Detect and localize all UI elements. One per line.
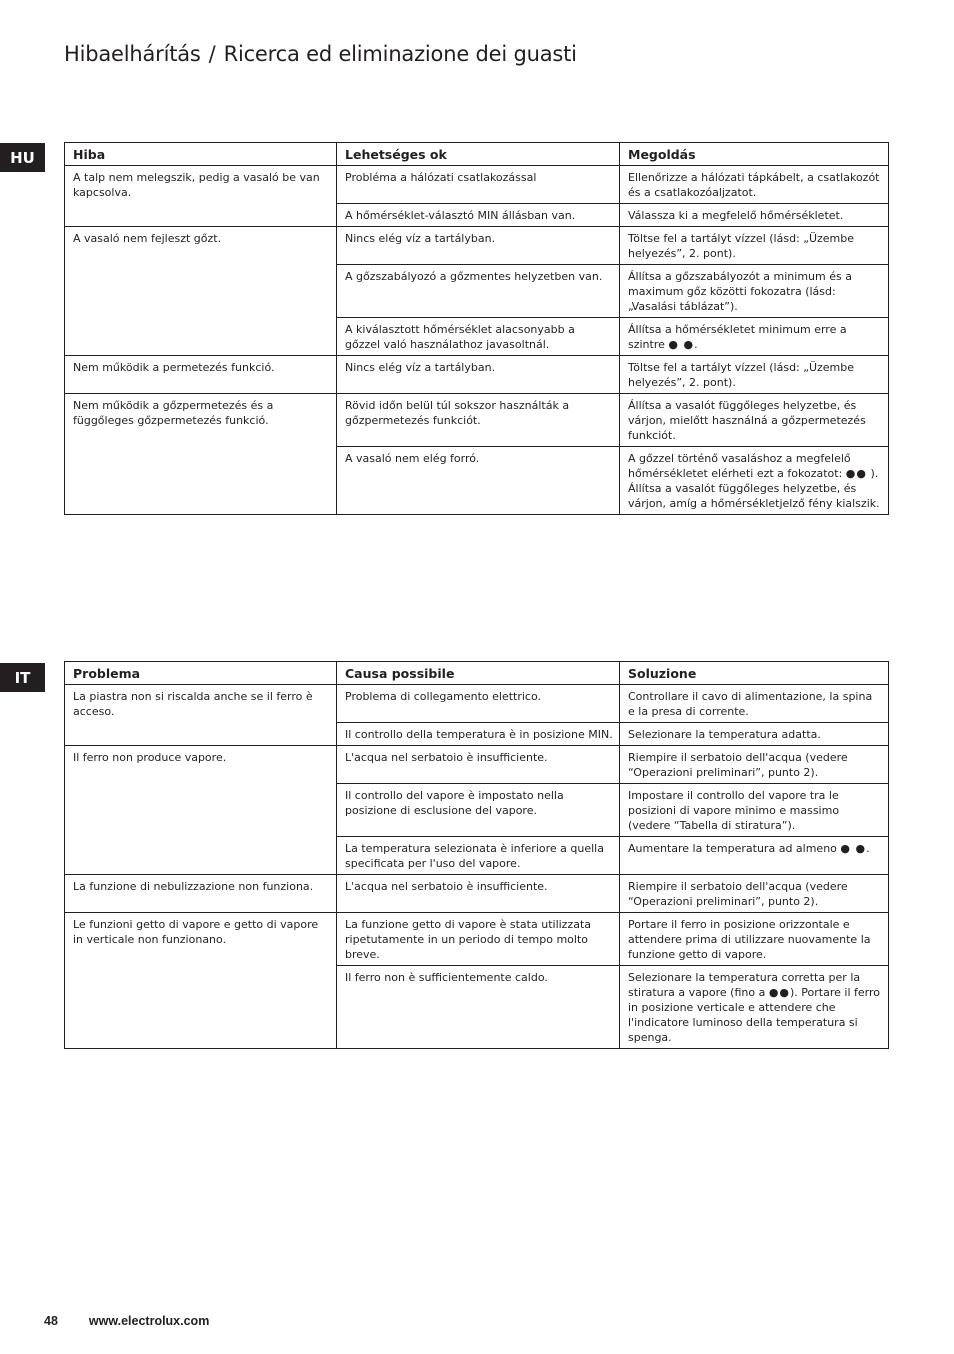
solution-cell: Állítsa a vasalót függőleges helyzetbe, és várjon, mielőtt használná a gőzpermetezés funkciót. [620, 394, 889, 447]
problem-cell: La piastra non si riscalda anche se il ferro è acceso. [65, 685, 337, 746]
problem-cell: A vasaló nem fejleszt gőzt. [65, 227, 337, 356]
header-problem: Problema [65, 662, 337, 685]
cause-cell: Problema di collegamento elettrico. [337, 685, 620, 723]
table-row [65, 875, 889, 913]
table-row [65, 746, 889, 784]
problem-cell: Il ferro non produce vapore. [65, 746, 337, 875]
cause-cell: L'acqua nel serbatoio è insufficiente. [337, 875, 620, 913]
solution-cell: Impostare il controllo del vapore tra le posizioni di vapore minimo e massimo (vedere “Tabella di stiratura”). [620, 784, 889, 837]
solution-text-end: . [694, 338, 698, 351]
cause-cell: L'acqua nel serbatoio è insufficiente. [337, 746, 620, 784]
table-row [65, 913, 889, 966]
page-title-it: Ricerca ed eliminazione dei guasti [223, 42, 577, 66]
cause-cell: Rövid időn belül túl sokszor használták a gőzpermetezés funkciót. [337, 394, 620, 447]
header-cause: Causa possibile [337, 662, 620, 685]
table-row [65, 227, 889, 265]
table-row [65, 166, 889, 204]
page-number: 48 [44, 1314, 58, 1328]
table-header-row [65, 143, 889, 166]
table-header-row [65, 662, 889, 685]
title-separator: / [208, 42, 216, 66]
problem-cell: Nem működik a gőzpermetezés és a függőleges gőzpermetezés funkció. [65, 394, 337, 515]
lang-tab-hu: HU [0, 143, 45, 172]
solution-cell [620, 318, 889, 356]
solution-cell [620, 966, 889, 1049]
problem-cell: La funzione di nebulizzazione non funziona. [65, 875, 337, 913]
footer-url-link[interactable]: www.electrolux.com [88, 1314, 210, 1328]
cause-cell: A gőzszabályozó a gőzmentes helyzetben van. [337, 265, 620, 318]
solution-cell: Válassza ki a megfelelő hőmérsékletet. [620, 204, 889, 227]
cause-cell: Nincs elég víz a tartályban. [337, 356, 620, 394]
page-title-hu: Hibaelhárítás [64, 42, 201, 66]
temperature-dots-icon: ●● [845, 467, 867, 480]
header-cause: Lehetséges ok [337, 143, 620, 166]
temperature-dots-icon: ● ● [668, 338, 695, 351]
cause-cell: Il controllo della temperatura è in posizione MIN. [337, 723, 620, 746]
page-title [64, 42, 577, 66]
cause-cell: Nincs elég víz a tartályban. [337, 227, 620, 265]
solution-cell: Portare il ferro in posizione orizzontale e attendere prima di utilizzare nuovamente la funzione getto di vapore. [620, 913, 889, 966]
solution-text-end: ). Portare il ferro in posizione verticale e attendere che l'indicatore luminoso della temperatura si spenga. [628, 986, 880, 1044]
cause-cell: La temperatura selezionata è inferiore a quella specificata per l'uso del vapore. [337, 837, 620, 875]
cause-cell: A vasaló nem elég forró. [337, 447, 620, 515]
cause-cell: A hőmérséklet-választó MIN állásban van. [337, 204, 620, 227]
header-solution: Soluzione [620, 662, 889, 685]
problem-cell: Le funzioni getto di vapore e getto di vapore in verticale non funzionano. [65, 913, 337, 1049]
cause-cell: Il ferro non è sufficientemente caldo. [337, 966, 620, 1049]
solution-cell: Állítsa a gőzszabályozót a minimum és a maximum gőz közötti fokozatra (lásd: „Vasalási táblázat”). [620, 265, 889, 318]
solution-cell: Riempire il serbatoio dell'acqua (vedere “Operazioni preliminari”, punto 2). [620, 746, 889, 784]
solution-text: Selezionare la temperatura corretta per la stiratura a vapore (fino a [628, 971, 861, 999]
solution-text-end: ). Állítsa a vasalót függőleges helyzetbe, és várjon, amíg a hőmérsékletjelző fény kialszik. [628, 467, 880, 510]
problem-cell: Nem működik a permetezés funkció. [65, 356, 337, 394]
solution-text: Állítsa a hőmérsékletet minimum erre a szintre [628, 323, 847, 351]
table-row [65, 356, 889, 394]
cause-cell: Il controllo del vapore è impostato nella posizione di esclusione del vapore. [337, 784, 620, 837]
solution-text: Aumentare la temperatura ad almeno [628, 842, 837, 855]
solution-text-end: . [866, 842, 870, 855]
cause-cell: A kiválasztott hőmérséklet alacsonyabb a gőzzel való használathoz javasoltnál. [337, 318, 620, 356]
cause-cell: Probléma a hálózati csatlakozással [337, 166, 620, 204]
solution-cell: Töltse fel a tartályt vízzel (lásd: „Üzembe helyezés”, 2. pont). [620, 227, 889, 265]
temperature-dots-icon: ●● [768, 986, 791, 999]
header-problem: Hiba [65, 143, 337, 166]
troubleshooting-table-it [64, 661, 889, 1049]
solution-cell: Selezionare la temperatura adatta. [620, 723, 889, 746]
temperature-dots-icon: ● ● [840, 842, 867, 855]
solution-cell: Töltse fel a tartályt vízzel (lásd: „Üzembe helyezés”, 2. pont). [620, 356, 889, 394]
solution-text: A gőzzel történő vasaláshoz a megfelelő hőmérsékletet elérheti ezt a fokozatot: [628, 452, 851, 480]
solution-cell [620, 447, 889, 515]
page-footer [44, 1314, 209, 1328]
header-solution: Megoldás [620, 143, 889, 166]
table-row [65, 685, 889, 723]
troubleshooting-table-hu [64, 142, 889, 515]
solution-cell [620, 837, 889, 875]
lang-tab-it: IT [0, 663, 45, 692]
cause-cell: La funzione getto di vapore è stata utilizzata ripetutamente in un periodo di tempo molto breve. [337, 913, 620, 966]
solution-cell: Ellenőrizze a hálózati tápkábelt, a csatlakozót és a csatlakozóaljzatot. [620, 166, 889, 204]
problem-cell: A talp nem melegszik, pedig a vasaló be van kapcsolva. [65, 166, 337, 227]
solution-cell: Controllare il cavo di alimentazione, la spina e la presa di corrente. [620, 685, 889, 723]
table-row [65, 394, 889, 447]
solution-cell: Riempire il serbatoio dell'acqua (vedere “Operazioni preliminari”, punto 2). [620, 875, 889, 913]
